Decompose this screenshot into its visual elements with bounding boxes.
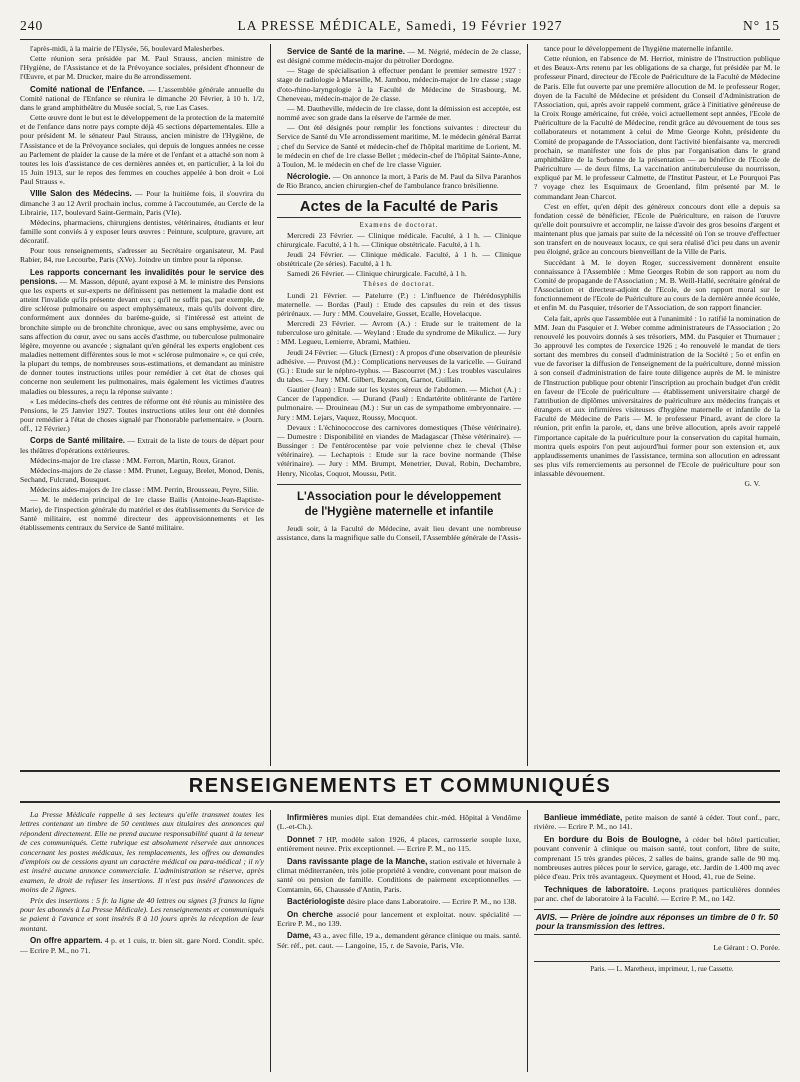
paragraph bbox=[20, 54, 264, 81]
ads-column-right bbox=[534, 810, 780, 1075]
paragraph-text: C'est en effet, qu'en dépit des généreux concours dont elle a depuis sa fondation cessé de bénéficier, l'Ecole de Puériculture, en raison de l'œuvre qu'elle doit poursuivre et accomplir, ne laisse d'avoir des gros besoins d'argent et maintenant plus que jamais par suite de la nécessité où l'on se trouve d'effectuer son transfert en de nouveaux locaux, ce qui sera réalisé d'ici peu dans un avenir peu éloigné, grâce au concours bienveillant de la Ville de Paris. bbox=[534, 201, 780, 257]
column-divider bbox=[270, 44, 271, 766]
paragraph bbox=[534, 835, 780, 882]
paragraph-heading: Dame, bbox=[287, 931, 312, 941]
paragraph-heading: On cherche bbox=[287, 909, 333, 919]
these-heading: Thèses de doctorat. bbox=[363, 281, 435, 289]
paragraph bbox=[277, 104, 521, 122]
paragraph-text: Médecins-major de 1re classe : MM. Ferron, Martin, Roux, Granot. bbox=[30, 455, 236, 465]
paragraph-text: désire place dans Laboratoire. — Ecrire P. M., no 138. bbox=[344, 897, 517, 907]
column-right bbox=[534, 44, 780, 766]
paragraph-heading: Infirmières bbox=[287, 813, 328, 822]
page-number: 240 bbox=[20, 18, 44, 33]
section-rule-bottom bbox=[20, 801, 780, 803]
list-item: Gautier (Jean) : Etude sur les kystes séreux de l'abdomen. — Michot (A.) : Cancer de l'appendice. — Durand (Paul) : Endartérite oblitérante de l'artère pulmonaire. — Drouineau (M.) : Sur un cas de sympathome embryonnaire. — Jury : MM. Lejars, Vaquez, Roussy, Mocquot. bbox=[277, 385, 521, 422]
paragraph-heading: Comité national de l'Enfance. bbox=[30, 84, 145, 94]
paragraph-text: « Les médecins-chefs des centres de réforme ont été réunis au ministère des Pensions, le 25 Janvier 1927. Toutes instructions utiles leur ont été données pour remédier à l'état de choses signalé par l'honorable parlementaire. » (Journ. off., 12 Février.) bbox=[20, 396, 264, 434]
paragraph-text: — L'assemblée générale annuelle du Comité national de l'Enfance se réunira le dimanche 20 Février, à 10 h. 1/2, dans le grand amphithéâtre du Musée social, 5, rue Las Cases. bbox=[20, 84, 264, 112]
paragraph-text: — Stage de spécialisation à effectuer pendant le premier semestre 1927 : stage de radiologie à Marseille, M. Jambou, médecin-major de 1re classe ; stage d'oto-rhino-laryngologie à la Faculté de Médecine de Strasbourg, M. Cheneveau, médecin-major de 2e classe. bbox=[277, 66, 521, 103]
section-rule-top bbox=[20, 770, 780, 772]
assoc-title-line1: L'Association pour le développement bbox=[296, 490, 502, 503]
paragraph bbox=[534, 54, 780, 201]
paragraph bbox=[20, 810, 264, 895]
journal-title: LA PRESSE MÉDICALE, Samedi, 19 Février 1927 bbox=[237, 18, 563, 33]
paragraph-text: Médecins aides-majors de 1re classe : MM. Perrin, Brousseau, Peyre, Silie. bbox=[30, 485, 259, 495]
paragraph-text: Cela fait, après que l'assemblée eut à l'unanimité : 1o ratifié la nomination de MM. Jean du Pasquier et J. Weber comme administrateurs de l'Association ; 2o renouvelé les pouvoirs donnés à ses trésoriers, MM. du Pasquier et Thurnauer ; 3o approuvé les comptes de l'exercice 1926 ; 4o renouvelé le mandat de tiers sortant des membres du conseil d'administration de la Société ; 5o et enfin en vue de favoriser la diffusion de l'enseignement de la puériculture, donné mission à son conseil d'administration de faire toute diligence auprès de M. le ministre de l'Instruction publique pour obtenir l'inscription au prochain budget d'un crédit en faveur de l'Ecole de puériculture — établissement universitaire chargé de l'attribution de diplômes universitaires de puériculture aux médecins français et étrangers et aux infirmières visiteuses d'hygiène maternelle et infantile de la Faculté de Médecine de Paris — M. le professeur Pinard, avant de clore la réunion, prit enfin la parole, et, dans une brève allocution, après avoir rappelé l'importance capitale de la puériculture pour la conservation du capital humain, montra quels espoirs l'on peut aujourd'hui former pour son extension et, aux applaudissements unanimes de l'assistance, termina son allocution en adressant ses plus vifs remerciements au personnel de l'Ecole de puériculture pour son inlassable dévouement. bbox=[534, 313, 780, 479]
assoc-header bbox=[277, 484, 521, 520]
paragraph-text: Médecins, pharmaciens, chirurgiens dentistes, vétérinaires, étudiants et leur famille sont conviés à y exposer leurs œuvres : Peinture, sculpture, gravure, art décoratif. bbox=[20, 217, 264, 246]
notice-text: Prix des insertions : 5 fr. la ligne de 40 lettres ou signes (3 francs la ligne pour les abonnés à La Presse Médicale). Les renseignements et communiqués se paient à l'avance et sont insérés 8 à 10 jours après la réception de leur montant. bbox=[20, 895, 264, 933]
paragraph bbox=[20, 85, 264, 112]
paragraph-text: — Ont été désignés pour remplir les fonctions suivantes : directeur du Service de Santé du VIe arrondissement maritime, M. le médecin général Barrat ; chef du Service de Santé et médecin-chef de l'hôpital maritime de Lorient, M. le médecin en chef de 1re classe Bellet ; médecin-chef de l'hôpital Sainte-Anne, à Toulon, M. le médecin en chef de 1re classe Viguier. bbox=[277, 123, 521, 169]
column-divider bbox=[270, 810, 271, 1072]
imprimeur: Paris. — L. Maretheux, imprimeur, 1, rue Cassette. bbox=[590, 964, 734, 973]
paragraph bbox=[20, 456, 264, 465]
paragraph-heading: Techniques de laboratoire. bbox=[544, 884, 650, 894]
marine-section bbox=[277, 47, 521, 190]
paragraph bbox=[20, 466, 264, 484]
paragraph bbox=[277, 66, 521, 103]
paragraph-text: petite maison de santé à céder. Tout conf., parc, rivière. — Ecrire P. M., no 141. bbox=[534, 813, 780, 832]
paragraph-text: l'après-midi, à la mairie de l'Elysée, 56, boulevard Malesherbes. bbox=[30, 44, 225, 53]
faculte-title: Actes de la Faculté de Paris bbox=[299, 198, 499, 216]
paragraph-text: Cette réunion sera présidée par M. Paul Strauss, ancien ministre de l'Hygiène, de l'Assistance et de la Prévoyance sociales, président d'honneur de l'Œuvre, et par M. Drucker, maire du 8e arrondissement. bbox=[20, 54, 264, 82]
list-item: Mercredi 23 Février. — Avrom (A.) : Etude sur le traitement de la tuberculose uro génitale. — Weyland : Etude du syndrome de Mikulicz. — Jury : MM. Legueu, Lemierre, Abrami, Mathieu. bbox=[277, 319, 521, 347]
paragraph-heading: Nécrologie. bbox=[287, 172, 331, 182]
paragraph bbox=[277, 857, 521, 895]
ads-column-middle bbox=[277, 810, 521, 1075]
renseignements-title: RENSEIGNEMENTS ET COMMUNIQUÉS bbox=[188, 775, 612, 797]
imprimeur-box bbox=[534, 961, 780, 974]
paragraph bbox=[20, 189, 264, 216]
paragraph bbox=[277, 835, 521, 854]
paragraph bbox=[277, 123, 521, 169]
paragraph-heading: Les rapports concernant les invalidités pour le service des pensions. bbox=[20, 267, 264, 286]
assoc-title-line2: de l'Hygiène maternelle et infantile bbox=[304, 505, 494, 518]
paragraph bbox=[20, 896, 264, 934]
column-left bbox=[20, 44, 264, 766]
list-item: Devaux : L'échinococcose des carnivores domestiques (Thèse vétérinaire). — Dumestre : Disponibilité en viandes de Madagascar (Thèse vétérinaire). — Bussinger : De l'entérocentèse par voie pelvienne chez le cheval (Thèse vétérinaire). — Lechaptois : Etude sur la race bovine normande (Thèse vétérinaire). — Jury : MM. Brumpt, Menetrier, Duval, Robin, Dechambre, Henry, Nicolas, Coquot, Moussu, Petit. bbox=[277, 422, 521, 478]
column-middle bbox=[277, 44, 521, 766]
paragraph-text: — M. Masson, député, ayant exposé à M. le ministre des Pensions que les experts et sur-experts ne définissent pas nettement la maladie dont est atteint l'invalide qu'ils présente devant eux ; qu'il ne suffit pas, par exemple, de dire sclérose pulmonaire ou aspect emphysémateux, mais qu'ils doivent dire, conformément aux données du barème-guide, si l'intéressé est atteint de bronchite simple ou de bronchite chronique, avec ou sans emphysème, avec ou sans affection du cœur, avec ou sans accès d'asthme, ou tuberculose pulmonaire légère, moyenne ou avancée ; signalant qu'en général les experts englobent ces maladies nettement différentes sous le mot « sclérose pulmonaire », ce qui crée, la plupart du temps, de nombreuses sous-estimations, et demandant au ministre de donner toutes instructions utiles pour remédier à cet état de choses qui concerne non seulement les pulmonaires, mais également les victimes d'autres maladies ou blessures, a reçu la réponse suivante : bbox=[20, 276, 264, 396]
paragraph-heading: Banlieue immédiate, bbox=[544, 813, 623, 822]
paragraph bbox=[20, 397, 264, 434]
signature: G. V. bbox=[744, 479, 760, 489]
paragraph-text: associé pour lancement et exploitat. nouv. spécialité — Ecrire P. M., no 139. bbox=[277, 909, 521, 929]
paragraph-text: station estivale et hivernale à climat méditerranéen, très jolie propriété à vendre, convenant pour maison de santé ou pension de famille. Conditions de paiement exceptionnelles — Comtamin, 66, Chaussée d'Antin, Paris. bbox=[277, 856, 521, 894]
paragraph bbox=[534, 885, 780, 904]
paragraph bbox=[277, 931, 521, 950]
paragraph bbox=[534, 44, 780, 53]
paragraph bbox=[20, 113, 264, 186]
paragraph-text: — M. Dautheville, médecin de 1re classe, dont la démission est acceptée, est nommé avec son grade dans la réserve de l'armée de mer. bbox=[277, 103, 521, 123]
paragraph-text: Succédant à M. le doyen Roger, successivement donnèrent ensuite connaissance à l'Assemblée : Mme Georges Robin de son rapport au nom du Comité de propagande de l'Association ; M. B. Weill-Hallé, secrétaire général de l'Association et directeur-adjoint de l'Ecole, de son rapport moral sur le fonctionnement de l'Ecole de Puériculture au cours de la dernière année écoulée, et enfin M. du Pasquier, trésorier de l'Association, de son rapport financier. bbox=[534, 257, 780, 313]
paragraph-text: Cette œuvre dont le but est le développement de la protection de la maternité et de l'enfance dans notre pays compte déjà 45 sections départementales. Elle a pour président M. le sénateur Paul Strauss, ancien ministre de l'Hygiène, de l'Assistance et de la Prévoyance sociales, qui depuis de longues années ne cesse au Parlement de plaider la cause de la mère et de l'enfant et a attaché son nom à toutes les lois d'assistance de ces dernières années et, en particulier, à la loi du 15 Juin 1913, sur le repos des femmes en couches appelée à bon droit « Loi Paul Strauss ». bbox=[20, 113, 264, 187]
ads-column-left bbox=[20, 810, 264, 1075]
avis-notice: AVIS. — Prière de joindre aux réponses un timbre de 0 fr. 50 pour la transmission des lettres. bbox=[536, 911, 778, 932]
list-item: Mercredi 23 Février. — Clinique médicale. Faculté, à 1 h. — Clinique chirurgicale. Faculté, à 1 h. — Clinique obstétricale. Faculté, à 1 h. bbox=[277, 230, 521, 249]
paragraph-text: — On annonce la mort, à Paris de M. Paul da Silva Paranhos de Rio Branco, ancien chirurgien-chef de l'ambulance franco brésilienne. bbox=[277, 172, 521, 191]
list-item: Lundi 21 Février. — Patelurre (P.) : L'influence de l'hérédosyphilis maternelle. — Bordas (Paul) : Etude des capsules du rein et des tissus périrénaux. — Jury : MM. Couvelaire, Gosset, Ecalle, Hovelacque. bbox=[277, 290, 521, 318]
column-divider bbox=[527, 810, 528, 1072]
paragraph bbox=[277, 813, 521, 832]
paragraph bbox=[277, 910, 521, 929]
exam-list bbox=[277, 231, 521, 279]
paragraph-heading: Corps de Santé militaire. bbox=[30, 436, 126, 446]
paragraph bbox=[277, 172, 521, 190]
paragraph bbox=[277, 47, 521, 65]
avis-box bbox=[534, 909, 780, 936]
paragraph-text: Cette réunion, en l'absence de M. Herriot, ministre de l'Instruction publique et des Beaux-Arts retenu par les obligations de sa charge, fut présidée par M. le professeur Pinard, directeur de l'Ecole de Puériculture de la Faculté de Médecine de Paris. Elle fut ouverte par une première allocution de M. le professeur Roger, doyen de la Faculté de Médecine et président du Conseil d'Administration de l'Association, qui, après avoir rappelé comment, grâce à l'initiative généreuse de la Croix Rouge américaine, fut créée, voici actuellement sept années, l'Ecole de Puériculture de la Faculté de Médecine, rendit grâce au dévouement de tous ses collaborateurs et notamment à celui de Mme George Kohn, présidente du Comité de propagande de l'Association, dont l'activité bienfaisante va, mercredi prochain, se manifester une fois de plus par l'organisation dans le grand amphithéâtre de la Sorbonne de la présentation — au bénéfice de l'Ecole de Puériculture — de deux films, La vaccination antituberculeuse du nourrisson, expliqué par M. le professeur Calmette, de l'Institut Pasteur, et Le Pourquoi Pas ? voyage chez les Esquimaux de Groenland, film présenté par M. le commandant Jean Charcot. bbox=[534, 54, 780, 201]
assoc-intro: Jeudi soir, à la Faculté de Médecine, avait lieu devant une nombreuse assistance, dans la magnifique salle du Conseil, l'Assemblée générale de l'Assis- bbox=[277, 523, 521, 542]
paragraph-text: Leçons pratiques particulières données par anc. chef de laboratoire à la Faculté. — Ecrire P. M., no 142. bbox=[534, 884, 780, 904]
paragraph-text: Pour tous renseignements, s'adresser au Secrétaire organisateur, M. Paul Rabier, 84, rue Lecourbe, Paris (XVe). Joindre un timbre pour la réponse. bbox=[20, 246, 264, 265]
paragraph-heading: Service de Santé de la marine. bbox=[287, 47, 405, 56]
paragraph bbox=[20, 218, 264, 245]
issue-number: N° 15 bbox=[742, 18, 780, 33]
these-list bbox=[277, 291, 521, 478]
paragraph-text: — M. Négrié, médecin de 2e classe, est désigné comme médecin-major du pétrolier Dordogne. bbox=[277, 47, 521, 66]
paragraph-text: — M. le médecin principal de 1re classe Bailis (Antoine-Jean-Baptiste-Marie), de l'inspection générale du matériel et des établissements du Service de Santé militaire, est nommé directeur des approvisionnements et les établissements centraux du Service de Santé militaire. bbox=[20, 495, 264, 532]
exam-heading: Examens de doctorat. bbox=[359, 221, 439, 229]
paragraph-heading: En bordure du Bois de Boulogne, bbox=[544, 834, 682, 844]
paragraph-text: 7 HP, modèle salon 1926, 4 places, carrosserie souple luxe, entièrement neuve. Prix exceptionnel. — Ecrire P. M., no 115. bbox=[277, 834, 521, 854]
paragraph-heading: Bactériologiste bbox=[287, 897, 345, 907]
paragraph-heading: Dans ravissante plage de la Manche, bbox=[287, 856, 428, 866]
page-header bbox=[20, 18, 780, 36]
paragraph bbox=[20, 268, 264, 396]
paragraph-heading: On offre appartem. bbox=[30, 936, 103, 946]
gerant: Le Gérant : O. Porée. bbox=[713, 943, 780, 953]
paragraph bbox=[20, 436, 264, 454]
paragraph bbox=[20, 495, 264, 532]
paragraph bbox=[534, 314, 780, 479]
ads-list bbox=[534, 813, 780, 904]
paragraph bbox=[534, 202, 780, 257]
paragraph-text: — Extrait de la liste de tours de départ pour les théâtres d'opérations extérieures. bbox=[20, 436, 264, 455]
paragraph bbox=[534, 258, 780, 313]
list-item: Jeudi 24 Février. — Clinique médicale. Faculté, à 1 h. — Clinique obstétricale (2e séries). Faculté, à 1 h. bbox=[277, 249, 521, 269]
list-item: Jeudi 24 Février. — Gluck (Ernest) : A propos d'une observation de pleurésie adhésive. — Pruvost (M.) : Complications nerveuses de la varicelle. — Guirand (G.) : Etude sur le néphro-typhus. — Bascourret (M.) : Les troubles vasculaires du tabes. — Jury : MM. Gilbert, Bezançon, Garnot, Guillain. bbox=[277, 347, 521, 384]
header-rule bbox=[20, 39, 780, 40]
paragraph-text: Médecins-majors de 2e classe : MM. Prunet, Leguay, Brelet, Monod, Denis, Sechand, Fulcrand, Bousquet. bbox=[20, 465, 264, 485]
paragraph-text: tance pour le développement de l'hygiène maternelle infantile. bbox=[544, 44, 734, 53]
notice-text: La Presse Médicale rappelle à ses lecteurs qu'elle transmet toutes les lettres contenant un timbre de 50 centimes aux titulaires des annonces qui répondent directement. Elle ne prend aucune responsabilité quant à la teneur de ces communiqués. Cette rubrique est absolument réservée aux annonces concernant les postes médicaux, les remplacements, les offres ou demandes d'emplois ou de cessions ayant un caractère médical ou para-médical ; il n'y est inséré aucune annonce commerciale. L'administration se réserve, après examen, le droit de refuser les insertions. Il n'est pas inséré d'annonces de moins de 2 lignes. bbox=[20, 810, 264, 895]
paragraph bbox=[20, 246, 264, 264]
paragraph-text: — Pour la huitième fois, il s'ouvrira du dimanche 3 au 12 Avril prochain inclus, comme à l'accoutumée, au Cercle de la Librairie, 117, boulevard Saint-Germain, Paris (VIe). bbox=[20, 189, 264, 217]
paragraph bbox=[534, 813, 780, 832]
paragraph-text: 43 a., avec fille, 19 a., demandent gérance clinique ou mais. santé. Sér. réf., pet. caut. — Langoine, 15, r. de Savoie, Paris, VIe. bbox=[277, 931, 521, 950]
paragraph bbox=[277, 897, 521, 906]
paragraph bbox=[20, 936, 264, 955]
column-divider bbox=[527, 44, 528, 766]
paragraph-text: munies dipl. Etat demandées chir.-méd. Hôpital à Vendôme (L.-et-Ch.). bbox=[277, 813, 521, 832]
paragraph bbox=[20, 44, 264, 53]
list-item: Samedi 26 Février. — Clinique chirurgicale. Faculté, à 1 h. bbox=[287, 269, 467, 279]
paragraph-text: à céder bel hôtel particulier, pouvant convenir à clinique ou maison santé, tout confort, libre de suite, comprenant 15 très grandes pièces, 2 salles de bains, grande salle de 90 mq. nombreuses autres pièces pour le service, garage, etc. Jardin de 1.400 mq avec pièce d'eau. Prix très avantageux. Queyment et Hood, 41, rue de Seine. bbox=[534, 834, 780, 882]
faculte-header-box bbox=[277, 194, 521, 217]
paragraph bbox=[20, 485, 264, 494]
paragraph-text: 4 p. et 1 cuis, tr. bien sit. gare Nord. Condit. spéc. — Ecrire P. M., no 71. bbox=[20, 936, 264, 955]
paragraph-heading: VIIIe Salon des Médecins. bbox=[30, 189, 132, 199]
paragraph-heading: Donnet bbox=[287, 834, 315, 844]
